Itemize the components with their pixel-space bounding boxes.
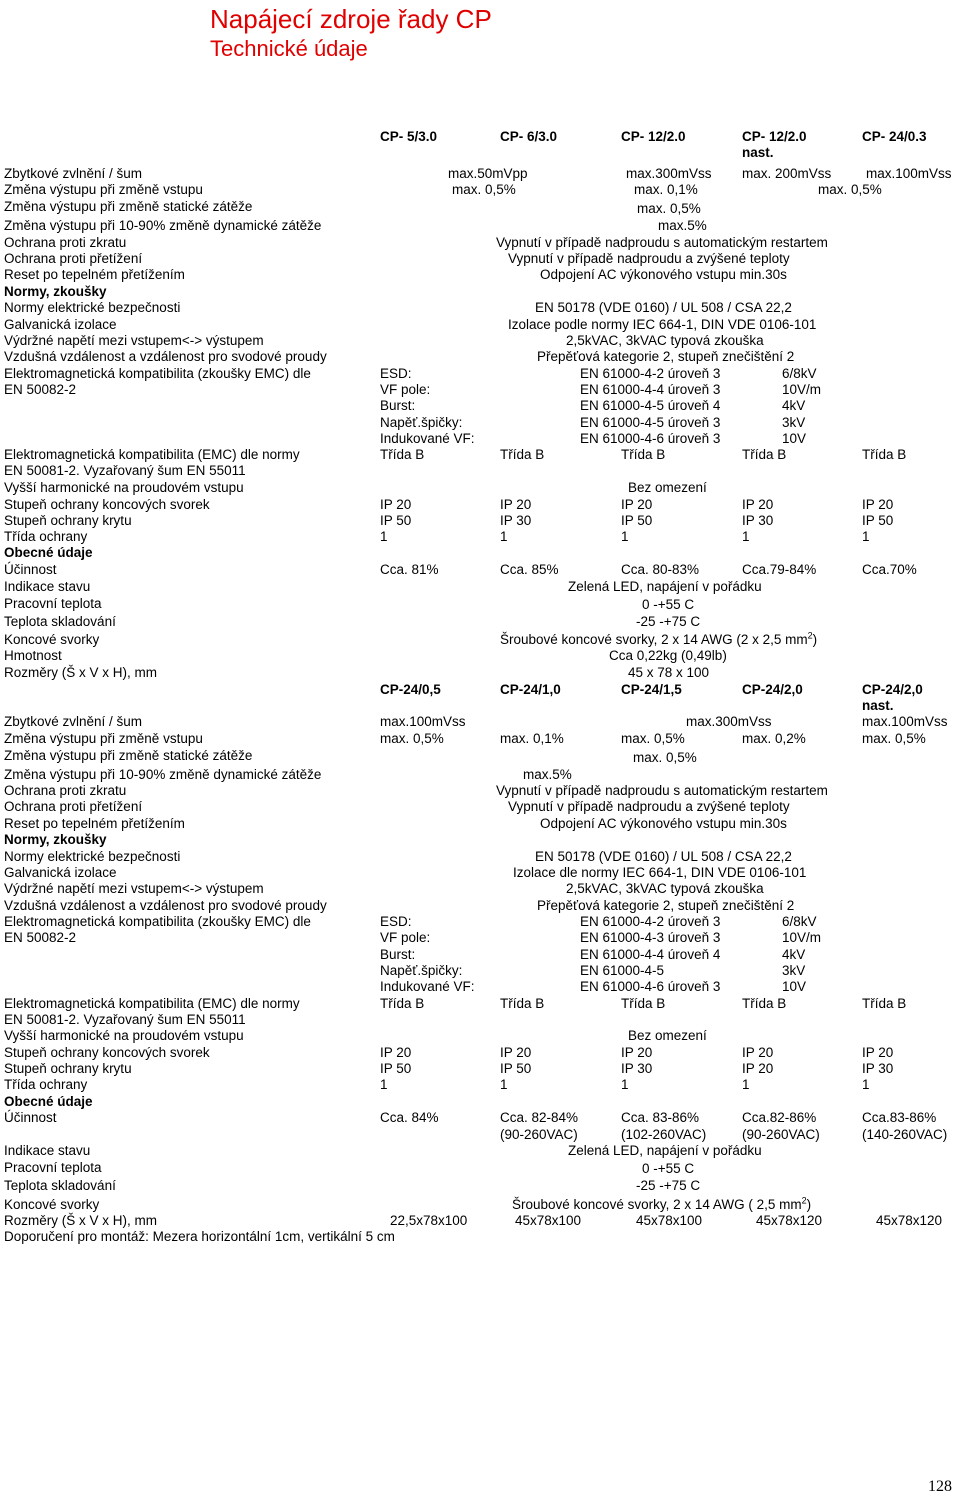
spec-label-m1: Zbytkové zvlnění / šum <box>4 714 143 729</box>
spec-label-l9: Normy elektrické bezpečnosti <box>4 300 181 315</box>
spec-label-l4: Změna výstupu při 10-90% změně dynamické zátěže <box>4 218 322 233</box>
spec-label-m14: Elektromagnetická kompatibilita (EMC) dle normy <box>4 996 300 1011</box>
spec-value-w1c: max.100mVss <box>862 714 948 729</box>
spec-emc-test-f2b: EN 61000-4-3 úroveň 3 <box>580 930 721 945</box>
spec-value-w12: Přepěťová kategorie 2, stupeň znečištění 2 <box>537 898 795 913</box>
spec-value-v1c: max. 200mVss <box>742 166 832 181</box>
spec-label-l20: Účinnost <box>4 562 57 577</box>
spec-value-w1a: max.100mVss <box>380 714 466 729</box>
spec-label-l25: Hmotnost <box>4 648 62 663</box>
spec-value-w20i: (140-260VAC) <box>862 1127 948 1142</box>
spec-value-w2a: max. 0,5% <box>380 731 444 746</box>
spec-emc-test-e4c: 3kV <box>782 415 806 430</box>
spec-value-w15: Bez omezení <box>628 1028 707 1043</box>
spec-value-v18c: 1 <box>621 529 629 544</box>
spec-value-w2c: max. 0,5% <box>621 731 685 746</box>
spec-value-w23: -25 -+75 C <box>636 1178 701 1193</box>
spec-value-v1d: max.100mVss <box>866 166 952 181</box>
spec-value-w16d: IP 20 <box>742 1045 774 1060</box>
spec-label-l23: Teplota skladování <box>4 614 116 629</box>
spec-value-w20a: Cca. 84% <box>380 1110 439 1125</box>
spec-label-m22: Pracovní teplota <box>4 1160 102 1175</box>
spec-value-v14e: Třída B <box>862 447 907 462</box>
spec-emc-test-f5a: Indukované VF: <box>380 979 475 994</box>
spec-value-w18e: 1 <box>862 1077 870 1092</box>
spec-label-l3: Změna výstupu při změně statické zátěže <box>4 199 253 214</box>
spec-emc-test-e1c: 6/8kV <box>782 366 817 381</box>
spec-emc-test-f5b: EN 61000-4-6 úroveň 3 <box>580 979 721 994</box>
spec-value-w17b: IP 50 <box>500 1061 532 1076</box>
spec-label-m13: Elektromagnetická kompatibilita (zkoušky EMC) dle <box>4 914 311 929</box>
spec-value-v14d: Třída B <box>742 447 787 462</box>
terminals-value-1: Šroubové koncové svorky, 2 x 14 AWG (2 x 2,5 $mm^2$) <box>500 630 818 647</box>
spec-value-w2e: max. 0,5% <box>862 731 926 746</box>
spec-value-v18e: 1 <box>862 529 870 544</box>
spec-value-v20c: Cca. 80-83% <box>621 562 700 577</box>
spec-value-w16a: IP 20 <box>380 1045 412 1060</box>
spec-label-m4: Změna výstupu při 10-90% změně dynamické zátěže <box>4 767 322 782</box>
spec-label-l21: Indikace stavu <box>4 579 91 594</box>
spec-value-w20d: Cca.82-86% <box>742 1110 817 1125</box>
spec-label-l8: Normy, zkoušky <box>4 284 107 299</box>
spec-emc-test-e1a: ESD: <box>380 366 412 381</box>
spec-emc-test-e2a: VF pole: <box>380 382 431 397</box>
spec-emc-test-f3a: Burst: <box>380 947 416 962</box>
spec-label-l24: Koncové svorky <box>4 632 100 647</box>
spec-value-v20a: Cca. 81% <box>380 562 439 577</box>
spec-label-m20: Účinnost <box>4 1110 57 1125</box>
spec-value-v2b: max. 0,1% <box>634 182 698 197</box>
spec-label-l14: Elektromagnetická kompatibilita (EMC) dle normy <box>4 447 300 462</box>
spec-value-w17a: IP 50 <box>380 1061 412 1076</box>
spec-value-w17d: IP 20 <box>742 1061 774 1076</box>
spec-value-v11: 2,5kVAC, 3kVAC typová zkouška <box>566 333 764 348</box>
spec-value-w6: Vypnutí v případě nadproudu a zvýšené teploty <box>508 799 790 814</box>
spec-value-w20f: (90-260VAC) <box>500 1127 578 1142</box>
spec-value-v16d: IP 20 <box>742 497 774 512</box>
spec-value-w26e: 45x78x120 <box>876 1213 943 1228</box>
spec-value-v17c: IP 50 <box>621 513 653 528</box>
spec-value-w14a: Třída B <box>380 996 425 1011</box>
spec-model-header-s1h4: CP- 12/2.0 <box>742 129 807 144</box>
spec-emc-test-f5c: 10V <box>782 979 807 994</box>
spec-value-w20h: (90-260VAC) <box>742 1127 820 1142</box>
spec-model-header-s1h3: CP- 12/2.0 <box>621 129 686 144</box>
spec-value-w16b: IP 20 <box>500 1045 532 1060</box>
spec-value-w20c: Cca. 83-86% <box>621 1110 700 1125</box>
spec-label-l22: Pracovní teplota <box>4 596 102 611</box>
spec-value-w4: max.5% <box>523 767 572 782</box>
spec-emc-test-e4a: Napěť.špičky: <box>380 415 463 430</box>
spec-value-v7: Odpojení AC výkonového vstupu min.30s <box>540 267 787 282</box>
spec-label-l14b: EN 50081-2. Vyzařovaný šum EN 55011 <box>4 463 246 478</box>
spec-value-v5: Vypnutí v případě nadproudu s automatickým restartem <box>496 235 828 250</box>
spec-label-m16: Stupeň ochrany koncových svorek <box>4 1045 210 1060</box>
spec-label-m13b: EN 50082-2 <box>4 930 77 945</box>
spec-value-w26c: 45x78x100 <box>636 1213 703 1228</box>
spec-value-w22: 0 -+55 C <box>642 1161 695 1176</box>
spec-label-l26: Rozměry (Š x V x H), mm <box>4 665 158 680</box>
spec-label-m12: Vzdušná vzdálenost a vzdálenost pro svodové proudy <box>4 898 327 913</box>
spec-emc-test-f4c: 3kV <box>782 963 806 978</box>
spec-value-w2b: max. 0,1% <box>500 731 564 746</box>
spec-label-m19: Obecné údaje <box>4 1094 93 1109</box>
spec-value-v25: Cca 0,22kg (0,49lb) <box>609 648 727 663</box>
spec-value-w17c: IP 30 <box>621 1061 653 1076</box>
spec-value-w10: Izolace dle normy IEC 664-1, DIN VDE 0106-101 <box>513 865 807 880</box>
spec-value-w16c: IP 20 <box>621 1045 653 1060</box>
spec-model-header-s1h1: CP- 5/3.0 <box>380 129 438 144</box>
spec-value-v6: Vypnutí v případě nadproudu a zvýšené teploty <box>508 251 790 266</box>
spec-model-header-s2h3: CP-24/1,5 <box>621 682 682 697</box>
spec-emc-test-e5b: EN 61000-4-6 úroveň 3 <box>580 431 721 446</box>
spec-emc-test-e3b: EN 61000-4-5 úroveň 4 <box>580 398 721 413</box>
spec-value-v1a: max.50mVpp <box>448 166 528 181</box>
spec-emc-test-e1b: EN 61000-4-2 úroveň 3 <box>580 366 721 381</box>
spec-value-v12: Přepěťová kategorie 2, stupeň znečištění 2 <box>537 349 795 364</box>
spec-value-w18c: 1 <box>621 1077 629 1092</box>
spec-value-w14b: Třída B <box>500 996 545 1011</box>
spec-label-l13b: EN 50082-2 <box>4 382 77 397</box>
spec-value-v10: Izolace podle normy IEC 664-1, DIN VDE 0106-101 <box>508 317 817 332</box>
spec-value-v14c: Třída B <box>621 447 666 462</box>
spec-label-l7: Reset po tepelném přetížením <box>4 267 185 282</box>
spec-label-m27: Doporučení pro montáž: Mezera horizontální 1cm, vertikální 5 cm <box>4 1229 395 1244</box>
spec-value-v16b: IP 20 <box>500 497 532 512</box>
spec-value-w14d: Třída B <box>742 996 787 1011</box>
spec-value-w20e: Cca.83-86% <box>862 1110 937 1125</box>
spec-value-v9: EN 50178 (VDE 0160) / UL 508 / CSA 22,2 <box>535 300 792 315</box>
spec-label-l16: Stupeň ochrany koncových svorek <box>4 497 210 512</box>
spec-value-v16c: IP 20 <box>621 497 653 512</box>
spec-value-v17d: IP 30 <box>742 513 774 528</box>
spec-label-m10: Galvanická izolace <box>4 865 117 880</box>
page-number: 128 <box>928 1478 952 1495</box>
spec-label-m9: Normy elektrické bezpečnosti <box>4 849 181 864</box>
spec-value-v14b: Třída B <box>500 447 545 462</box>
spec-emc-test-f1b: EN 61000-4-2 úroveň 3 <box>580 914 721 929</box>
spec-value-v3: max. 0,5% <box>637 201 701 216</box>
spec-emc-test-f2a: VF pole: <box>380 930 431 945</box>
spec-label-l18: Třída ochrany <box>4 529 88 544</box>
spec-value-w7: Odpojení AC výkonového vstupu min.30s <box>540 816 787 831</box>
spec-value-v18d: 1 <box>742 529 750 544</box>
spec-value-w16e: IP 20 <box>862 1045 894 1060</box>
spec-value-v16e: IP 20 <box>862 497 894 512</box>
spec-value-v21: Zelená LED, napájení v pořádku <box>568 579 762 594</box>
spec-value-w26a: 22,5x78x100 <box>390 1213 468 1228</box>
spec-label-m2: Změna výstupu při změně vstupu <box>4 731 203 746</box>
spec-label-l19: Obecné údaje <box>4 545 93 560</box>
spec-model-header-s1h5: CP- 24/0.3 <box>862 129 927 144</box>
spec-label-l13: Elektromagnetická kompatibilita (zkoušky EMC) dle <box>4 366 311 381</box>
spec-label-m26: Rozměry (Š x V x H), mm <box>4 1213 158 1228</box>
spec-emc-test-f1a: ESD: <box>380 914 412 929</box>
spec-emc-test-f4b: EN 61000-4-5 <box>580 963 665 978</box>
spec-value-w5: Vypnutí v případě nadproudu s automatickým restartem <box>496 783 828 798</box>
spec-value-v17b: IP 30 <box>500 513 532 528</box>
spec-value-w26d: 45x78x120 <box>756 1213 823 1228</box>
spec-value-w2d: max. 0,2% <box>742 731 806 746</box>
spec-label-m11: Výdržné napětí mezi vstupem<-> výstupem <box>4 881 264 896</box>
spec-value-v20e: Cca.70% <box>862 562 917 577</box>
spec-model-header-s2h5b: nast. <box>862 698 894 713</box>
spec-model-header-s2h1: CP-24/0,5 <box>380 682 441 697</box>
spec-value-w26b: 45x78x100 <box>515 1213 582 1228</box>
spec-value-v15: Bez omezení <box>628 480 707 495</box>
spec-value-v20b: Cca. 85% <box>500 562 559 577</box>
spec-emc-test-f1c: 6/8kV <box>782 914 817 929</box>
spec-emc-test-e3a: Burst: <box>380 398 416 413</box>
spec-label-l15: Vyšší harmonické na proudovém vstupu <box>4 480 244 495</box>
spec-value-w9: EN 50178 (VDE 0160) / UL 508 / CSA 22,2 <box>535 849 792 864</box>
spec-label-m24: Koncové svorky <box>4 1197 100 1212</box>
spec-value-w21: Zelená LED, napájení v pořádku <box>568 1143 762 1158</box>
spec-value-v14a: Třída B <box>380 447 425 462</box>
spec-model-header-s1h2: CP- 6/3.0 <box>500 129 558 144</box>
spec-emc-test-f3b: EN 61000-4-4 úroveň 4 <box>580 947 721 962</box>
spec-emc-test-f2c: 10V/m <box>782 930 822 945</box>
spec-value-v1b: max.300mVss <box>626 166 712 181</box>
spec-value-v17e: IP 50 <box>862 513 894 528</box>
spec-value-w17e: IP 30 <box>862 1061 894 1076</box>
spec-label-l6: Ochrana proti přetížení <box>4 251 143 266</box>
spec-value-w20b: Cca. 82-84% <box>500 1110 579 1125</box>
spec-value-v2c: max. 0,5% <box>818 182 882 197</box>
spec-value-v22: 0 -+55 C <box>642 597 695 612</box>
spec-emc-test-e5a: Indukované VF: <box>380 431 475 446</box>
spec-label-l5: Ochrana proti zkratu <box>4 235 127 250</box>
page-title: Napájecí zdroje řady CP <box>210 4 492 34</box>
spec-emc-test-e2b: EN 61000-4-4 úroveň 3 <box>580 382 721 397</box>
spec-label-m6: Ochrana proti přetížení <box>4 799 143 814</box>
spec-value-v26: 45 x 78 x 100 <box>628 665 710 680</box>
spec-value-w18b: 1 <box>500 1077 508 1092</box>
spec-label-m17: Stupeň ochrany krytu <box>4 1061 132 1076</box>
spec-value-v17a: IP 50 <box>380 513 412 528</box>
spec-label-l10: Galvanická izolace <box>4 317 117 332</box>
spec-emc-test-e3c: 4kV <box>782 398 806 413</box>
spec-value-v16a: IP 20 <box>380 497 412 512</box>
spec-value-w14e: Třída B <box>862 996 907 1011</box>
spec-model-header-s2h2: CP-24/1,0 <box>500 682 561 697</box>
spec-label-l2: Změna výstupu při změně vstupu <box>4 182 203 197</box>
spec-value-v4: max.5% <box>658 218 707 233</box>
terminals-value-2: Šroubové koncové svorky, 2 x 14 AWG ( 2,5 $mm^2$) <box>512 1195 812 1212</box>
spec-label-l17: Stupeň ochrany krytu <box>4 513 132 528</box>
spec-label-m14b: EN 50081-2. Vyzařovaný šum EN 55011 <box>4 1012 246 1027</box>
spec-value-w1b: max.300mVss <box>686 714 772 729</box>
spec-value-w3: max. 0,5% <box>633 750 697 765</box>
spec-label-l12: Vzdušná vzdálenost a vzdálenost pro svodové proudy <box>4 349 327 364</box>
spec-model-header-s2h5: CP-24/2,0 <box>862 682 923 697</box>
spec-value-w14c: Třída B <box>621 996 666 1011</box>
spec-label-m5: Ochrana proti zkratu <box>4 783 127 798</box>
spec-model-header-s1h4b: nast. <box>742 145 774 160</box>
spec-value-v20d: Cca.79-84% <box>742 562 817 577</box>
spec-label-l1: Zbytkové zvlnění / šum <box>4 166 143 181</box>
spec-label-m18: Třída ochrany <box>4 1077 88 1092</box>
spec-label-m8: Normy, zkoušky <box>4 832 107 847</box>
spec-label-m3: Změna výstupu při změně statické zátěže <box>4 748 253 763</box>
spec-value-w20g: (102-260VAC) <box>621 1127 707 1142</box>
spec-emc-test-f4a: Napěť.špičky: <box>380 963 463 978</box>
spec-label-m23: Teplota skladování <box>4 1178 116 1193</box>
spec-value-v2a: max. 0,5% <box>452 182 516 197</box>
spec-value-w11: 2,5kVAC, 3kVAC typová zkouška <box>566 881 764 896</box>
spec-label-m21: Indikace stavu <box>4 1143 91 1158</box>
spec-value-w18a: 1 <box>380 1077 388 1092</box>
spec-label-m15: Vyšší harmonické na proudovém vstupu <box>4 1028 244 1043</box>
spec-emc-test-e2c: 10V/m <box>782 382 822 397</box>
spec-value-v18a: 1 <box>380 529 388 544</box>
spec-model-header-s2h4: CP-24/2,0 <box>742 682 803 697</box>
spec-value-v23: -25 -+75 C <box>636 614 701 629</box>
spec-value-w18d: 1 <box>742 1077 750 1092</box>
page-subtitle: Technické údaje <box>210 36 368 61</box>
spec-value-v18b: 1 <box>500 529 508 544</box>
spec-emc-test-e5c: 10V <box>782 431 807 446</box>
spec-emc-test-f3c: 4kV <box>782 947 806 962</box>
spec-emc-test-e4b: EN 61000-4-5 úroveň 3 <box>580 415 721 430</box>
spec-label-l11: Výdržné napětí mezi vstupem<-> výstupem <box>4 333 264 348</box>
spec-label-m7: Reset po tepelném přetížením <box>4 816 185 831</box>
